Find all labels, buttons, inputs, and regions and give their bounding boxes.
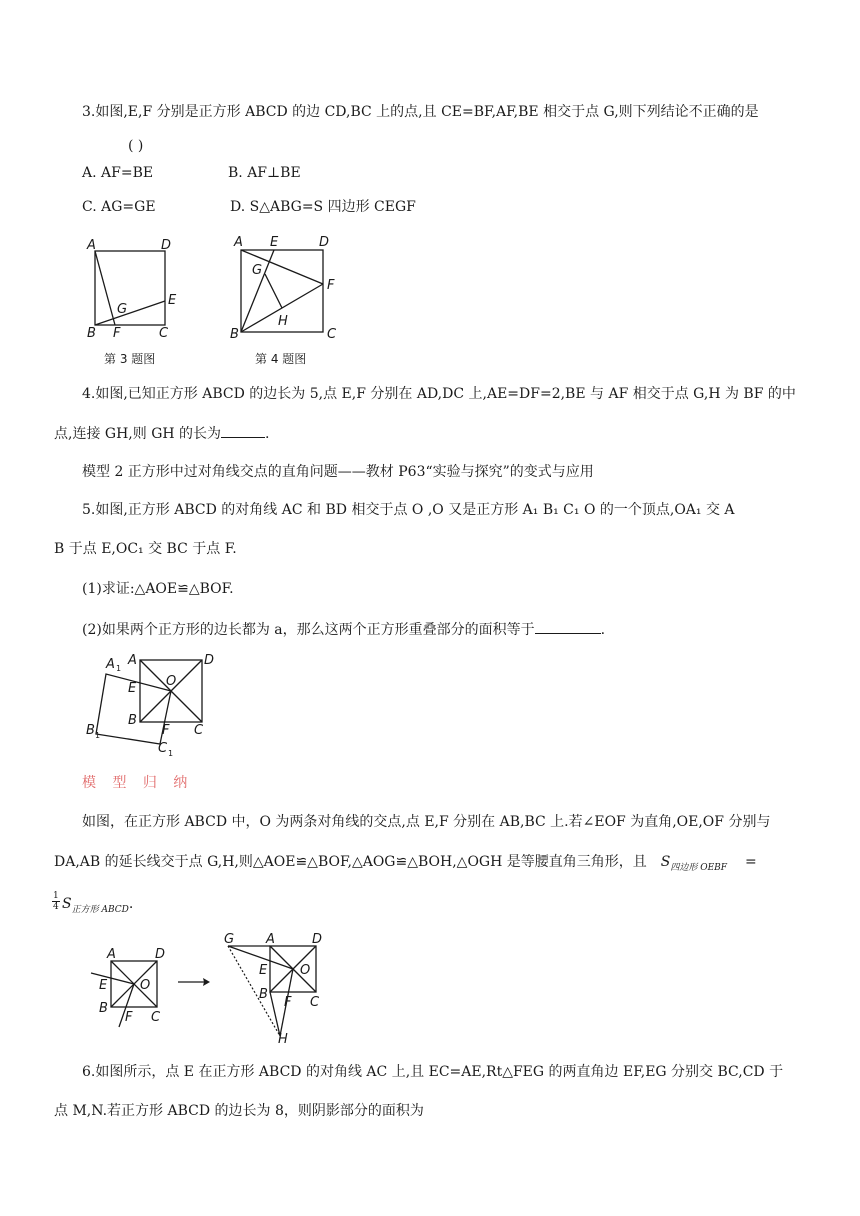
figsum-right-label-g: G: [224, 932, 235, 947]
q3-stem: 3.如图,E,F 分别是正方形 ABCD 的边 CD,BC 上的点,且 CE=BF,AF,BE 相交于点 G,则下列结论不正确的是: [82, 104, 759, 120]
figsum-right-line-bh: [270, 992, 280, 1036]
fig4-label-h: H: [278, 314, 288, 329]
fig3-line-af: [95, 251, 115, 325]
q3-option-c: C. AG=GE: [82, 199, 156, 215]
fig4-label-b: B: [230, 327, 239, 342]
fig5-label-c: C: [194, 723, 204, 738]
q3-option-b: B. AF⊥BE: [228, 165, 301, 181]
figsum-left-label-d: D: [155, 947, 166, 962]
fig3-label-f: F: [113, 326, 121, 341]
fig5-label-f: F: [162, 723, 170, 738]
summary-frac-num: 1: [53, 891, 59, 901]
fig3-label-d: D: [161, 238, 172, 253]
figsum-left-label-a: A: [107, 947, 116, 962]
figsum-left-label-f: F: [125, 1010, 133, 1025]
q4-answer-blank: [221, 423, 265, 438]
fig3-label-e: E: [168, 293, 177, 308]
q4-line2-text: 点,连接 GH,则 GH 的长为: [54, 426, 222, 442]
figure-4: [230, 232, 350, 344]
fig5-label-e: E: [128, 681, 137, 696]
fig4-caption: 第 4 题图: [255, 352, 307, 366]
figure-5: [82, 652, 232, 762]
summary-line1: 如图，在正方形 ABCD 中，O 为两条对角线的交点,点 E,F 分别在 AB,BC 上.若∠EOF 为直角,OE,OF 分别与: [82, 814, 771, 830]
figsum-left-label-b: B: [99, 1001, 108, 1016]
figsum-right-label-e: E: [259, 963, 268, 978]
figsum-left-line-oe: [91, 973, 134, 984]
fig5-label-b1-sub: 1: [95, 731, 101, 740]
q4-line1: 4.如图,已知正方形 ABCD 的边长为 5,点 E,F 分别在 AD,DC 上,AE=DF=2,BE 与 AF 相交于点 G,H 为 BF 的中: [82, 386, 796, 402]
fig4-label-c: C: [327, 327, 337, 342]
q5-line2: B 于点 E,OC₁ 交 BC 于点 F.: [54, 541, 237, 557]
fig5-label-b: B: [128, 713, 137, 728]
summary-line2: [54, 853, 757, 877]
fig3-caption: 第 3 题图: [104, 352, 156, 366]
q4-line2-end: .: [265, 426, 270, 442]
figsum-left-label-e: E: [99, 978, 108, 993]
q3-option-d: D. S△ABG=S 四边形 CEGF: [230, 199, 416, 215]
q5-part2: [82, 619, 605, 639]
summary-s-letter-2: S: [62, 896, 72, 912]
summary-s-letter: S: [660, 854, 671, 870]
q5-part2-end: .: [600, 622, 606, 638]
figsum-right-label-h: H: [278, 1032, 288, 1047]
q5-part1: (1)求证:△AOE≌△BOF.: [82, 581, 234, 597]
figsum-right-line-gh-dotted: [228, 946, 280, 1036]
fig5-label-a1-sub: 1: [116, 664, 122, 673]
fig4-label-d: D: [319, 235, 330, 250]
summary-s-sub: 四边形 OEBF: [670, 863, 728, 873]
figsum-right-label-f: F: [284, 995, 292, 1010]
summary-equals: =: [745, 854, 757, 870]
transform-arrow: [176, 975, 216, 989]
fig5-label-a: A: [128, 653, 137, 668]
summary-line2-text: DA,AB 的延长线交于点 G,H,则△AOE≌△BOF,△AOG≌△BOH,△OGH 是等腰直角三角形，且: [54, 854, 647, 870]
figsum-right-label-b: B: [259, 987, 268, 1002]
q5-part2-text: (2)如果两个正方形的边长都为 a，那么这两个正方形重叠部分的面积等于: [82, 622, 535, 638]
fig4-label-f: F: [327, 278, 335, 293]
fig4-label-a: A: [234, 235, 243, 250]
fig4-label-e: E: [270, 235, 279, 250]
fig3-label-c: C: [159, 326, 169, 341]
summary-s-sub-2: 正方形 ABCD: [71, 905, 129, 915]
summary-heading: 模 型 归 纳: [82, 775, 194, 791]
fig3-label-b: B: [87, 326, 96, 341]
model2-title: 模型 2 正方形中过对角线交点的直角问题——教材 P63“实验与探究”的变式与应用: [82, 464, 594, 480]
fig3-label-g: G: [117, 302, 128, 317]
q3-answer-paren: ( ): [128, 138, 144, 154]
fig3-label-a: A: [87, 238, 96, 253]
fig5-label-o: O: [166, 674, 177, 689]
fig4-line-gh: [265, 274, 282, 308]
figsum-right-label-d: D: [312, 932, 323, 947]
fig3-line-be: [95, 301, 165, 325]
figsum-right-label-a: A: [266, 932, 275, 947]
figsum-right-label-o: O: [300, 963, 311, 978]
fig5-label-c1-sub: 1: [168, 749, 174, 758]
q6-line2: 点 M,N.若正方形 ABCD 的边长为 8，则阴影部分的面积为: [54, 1103, 424, 1119]
q5-line1: 5.如图,正方形 ABCD 的对角线 AC 和 BD 相交于点 O ,O 又是正方形 A₁ B₁ C₁ O 的一个顶点,OA₁ 交 A: [82, 502, 735, 518]
fig5-label-a1: A: [106, 657, 115, 672]
figsum-right-label-c: C: [310, 995, 320, 1010]
figure-3: [85, 235, 185, 345]
fig5-label-b1: B: [86, 723, 95, 738]
summary-line3: [62, 895, 133, 919]
summary-end: .: [128, 896, 134, 912]
figsum-left-label-c: C: [151, 1010, 161, 1025]
fig4-label-g: G: [252, 263, 263, 278]
q6-line1: 6.如图所示，点 E 在正方形 ABCD 的对角线 AC 上,且 EC=AE,Rt△FEG 的两直角边 EF,EG 分别交 BC,CD 于: [82, 1064, 784, 1080]
figure-summary-left: [85, 945, 175, 1035]
q4-line2: [54, 423, 270, 443]
figure-summary-right: [222, 932, 332, 1047]
summary-frac-den: 4: [53, 902, 59, 912]
q3-option-a: A. AF=BE: [82, 165, 154, 181]
fig5-label-d: D: [204, 653, 215, 668]
q5-answer-blank: [535, 619, 601, 634]
fig5-label-c1: C: [158, 741, 168, 756]
arrow-head: [203, 978, 210, 986]
summary-fraction: [52, 891, 60, 912]
figsum-left-label-o: O: [140, 978, 151, 993]
